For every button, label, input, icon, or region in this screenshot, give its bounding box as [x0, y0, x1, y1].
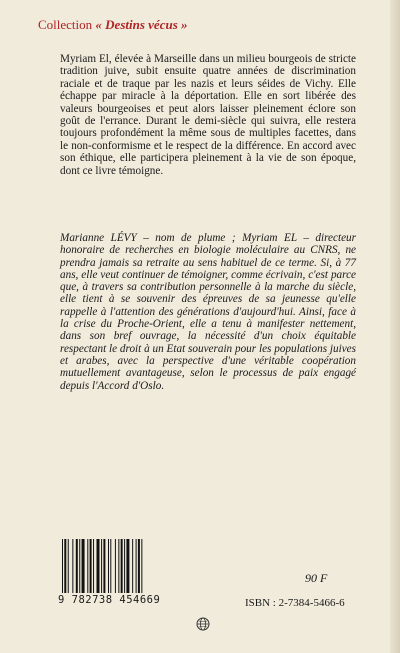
globe-logo-icon — [196, 617, 210, 631]
barcode-bar — [141, 539, 142, 593]
barcode-graphic — [58, 539, 176, 593]
isbn: ISBN : 2-7384-5466-6 — [245, 597, 345, 609]
price: 90 F — [305, 571, 328, 585]
barcode-bar — [97, 539, 100, 593]
barcode-bar — [90, 539, 92, 593]
barcode-bar — [87, 539, 88, 593]
author-biography: Marianne LÉVY – nom de plume ; Myriam EL – directeur honoraire de recherches en biologie moléculaire au CNRS, ne prendra jamais sa retraite au sens habituel de ce terme. Si, à 77 ans, elle veut continuer de témoigner, comme écrivain, c'est parce que, à travers sa contribution personnelle à la marche du siècle, elle tient à se souvenir des épreuves de sa jeunesse qu'elle rappelle à l'attention des générations d'aujourd'hui. Ainsi, face à la crise du Proche-Orient, elle a tenu à manifester nettement, dans son bref ouvrage, la nécessité d'un choix équitable respectant le droit à un Etat souverain pour les populations juives et arabes, avec la perspective d'une véritable coopération mutuellement avantageuse, selon le processus de paix engagé depuis l'Accord d'Oslo. — [60, 232, 356, 392]
barcode-bar — [93, 539, 94, 593]
barcode-bar — [76, 539, 78, 593]
collection-heading — [38, 17, 188, 33]
barcode-bar — [118, 539, 119, 593]
barcode-bar — [124, 539, 125, 593]
barcode-bar — [79, 539, 80, 593]
barcode-bar — [132, 539, 133, 593]
collection-title: « Destins vécus » — [95, 17, 188, 32]
barcode-bar — [101, 539, 102, 593]
barcode-number: 9 782738 454669 — [58, 594, 161, 606]
barcode-bar — [82, 539, 85, 593]
barcode-bar — [115, 539, 116, 593]
barcode-bar — [108, 539, 109, 593]
barcode-bar — [138, 539, 140, 593]
barcode-bar — [136, 539, 137, 593]
page-edge — [390, 0, 400, 653]
barcode-bar — [62, 539, 63, 593]
summary-paragraph: Myriam El, élevée à Marseille dans un milieu bourgeois de stricte tradition juive, subit ensuite quatre années de discrimination raciale et de traque par les nazis et leurs séides de Vichy. Elle échappe par miracle à la déportation. Elle en sort libérée des valeurs bourgeoises et peut alors laisser pleinement éclore son goût de l'errance. Durant le demi-siècle qui suivra, elle restera toujours profondément la même sous de multiples facettes, dans le non-conformisme et le respect de la différence. En accord avec son éthique, elle participera pleinement à la vie de son époque, dont ce livre témoigne. — [60, 53, 356, 177]
barcode-bar — [126, 539, 129, 593]
barcode-bar — [68, 539, 69, 593]
barcode-bar — [103, 539, 105, 593]
barcode-bar — [110, 539, 111, 593]
collection-prefix: Collection — [38, 17, 96, 32]
barcode-bar — [64, 539, 66, 593]
barcode-bar — [121, 539, 123, 593]
barcode-bar — [72, 539, 73, 593]
